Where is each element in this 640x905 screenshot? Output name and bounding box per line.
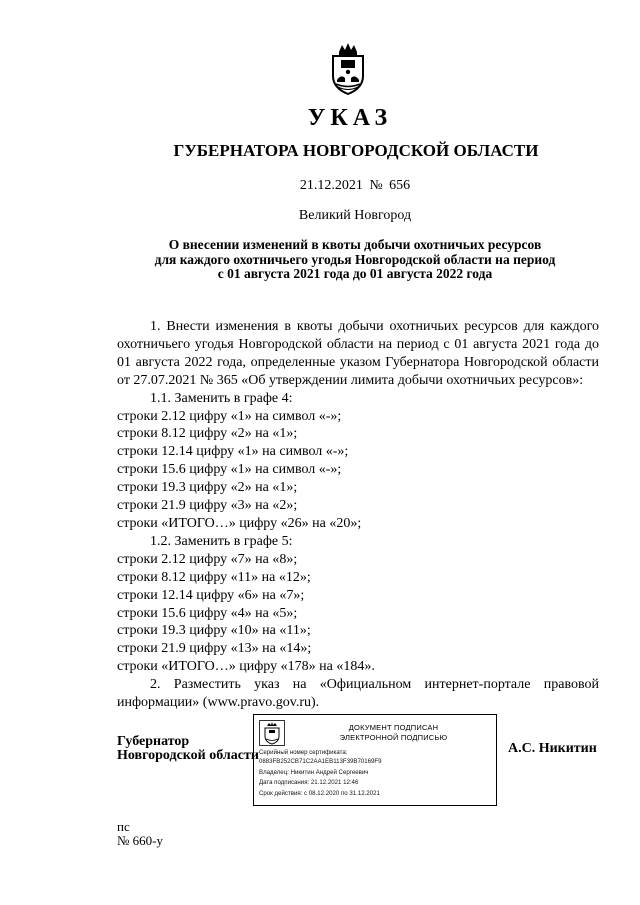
stamp-heading: ЭЛЕКТРОННОЙ ПОДПИСЬЮ bbox=[339, 733, 448, 742]
position-line: Губернатор bbox=[117, 734, 190, 749]
subject-line: для каждого охотничьего угодья Новгородской области на период bbox=[154, 251, 556, 267]
certificate-label: Серийный номер сертификата: bbox=[259, 749, 348, 756]
footer-reference bbox=[117, 820, 163, 848]
list-item: строки 8.12 цифру «2» на «1»; bbox=[117, 426, 298, 442]
coat-of-arms-icon bbox=[327, 42, 369, 96]
subject-line: О внесении изменений в квоты добычи охотничьих ресурсов bbox=[168, 237, 542, 252]
certificate-validity: Срок действия: с 08.12.2020 по 31.12.2021 bbox=[259, 790, 380, 797]
position-line: Новгородской области bbox=[117, 748, 259, 763]
footer-line: № 660-у bbox=[117, 833, 163, 848]
paragraph-2-line: информации» (www.pravo.gov.ru). bbox=[117, 695, 320, 711]
stamp-heading: ДОКУМЕНТ ПОДПИСАН bbox=[348, 723, 439, 732]
list-item: строки 2.12 цифру «1» на символ «-»; bbox=[117, 408, 342, 424]
list-item: строки 19.3 цифру «10» на «11»; bbox=[117, 623, 311, 639]
list-item: строки 15.6 цифру «1» на символ «-»; bbox=[117, 462, 342, 478]
list-item: строки 2.12 цифру «7» на «8»; bbox=[117, 551, 298, 567]
paragraph-2-line: 2. Разместить указ на «Официальном интернет-портале правовой bbox=[150, 677, 599, 693]
list-item: строки 21.9 цифру «3» на «2»; bbox=[117, 498, 298, 514]
issuer-title: ГУБЕРНАТОРА НОВГОРОДСКОЙ ОБЛАСТИ bbox=[173, 141, 539, 160]
list-item: строки 12.14 цифру «6» на «7»; bbox=[117, 587, 305, 603]
subsection-2-heading: 1.2. Заменить в графе 5: bbox=[150, 533, 293, 549]
document-body bbox=[117, 318, 599, 712]
list-item: строки 21.9 цифру «13» на «14»; bbox=[117, 641, 312, 657]
list-item: строки «ИТОГО…» цифру «178» на «184». bbox=[117, 659, 375, 675]
paragraph-1-line: охотничьего угодья Новгородской области на период с 01 августа 2021 года до bbox=[117, 336, 599, 352]
paragraph-1-line: 1. Внести изменения в квоты добычи охотничьих ресурсов для каждого bbox=[150, 319, 599, 334]
certificate-owner: Владелец: Никитин Андрей Сергеевич bbox=[259, 769, 369, 776]
subsection-1-heading: 1.1. Заменить в графе 4: bbox=[150, 390, 293, 406]
list-item: строки «ИТОГО…» цифру «26» на «20»; bbox=[117, 515, 362, 531]
footer-line: пс bbox=[117, 819, 130, 834]
signatory-name: А.С. Никитин bbox=[508, 741, 597, 756]
certificate-number: 0883FB252CB71C2AA1EB113F39B70169F9 bbox=[259, 758, 382, 765]
list-item: строки 12.14 цифру «1» на символ «-»; bbox=[117, 444, 349, 460]
list-item: строки 15.6 цифру «4» на «5»; bbox=[117, 605, 298, 621]
date-and-number: 21.12.2021 № 656 bbox=[299, 178, 411, 193]
document-subject bbox=[0, 238, 640, 282]
emblem-seal-icon bbox=[259, 720, 285, 746]
city-name: Великий Новгород bbox=[298, 208, 412, 223]
paragraph-1-line: 01 августа 2022 года, определенные указом Губернатора Новгородской области bbox=[117, 354, 599, 370]
paragraph-1-line: от 27.07.2021 № 365 «Об утверждении лимита добычи охотничьих ресурсов»: bbox=[117, 372, 584, 388]
signing-date: Дата подписания: 21.12.2021 12:46 bbox=[259, 779, 359, 786]
document-type-title: УКАЗ bbox=[307, 105, 393, 131]
subject-line: с 01 августа 2021 года до 01 августа 2022 года bbox=[217, 266, 493, 281]
list-item: строки 8.12 цифру «11» на «12»; bbox=[117, 569, 311, 585]
signatory-position bbox=[117, 735, 259, 763]
list-item: строки 19.3 цифру «2» на «1»; bbox=[117, 480, 298, 496]
electronic-signature-stamp bbox=[253, 714, 497, 806]
